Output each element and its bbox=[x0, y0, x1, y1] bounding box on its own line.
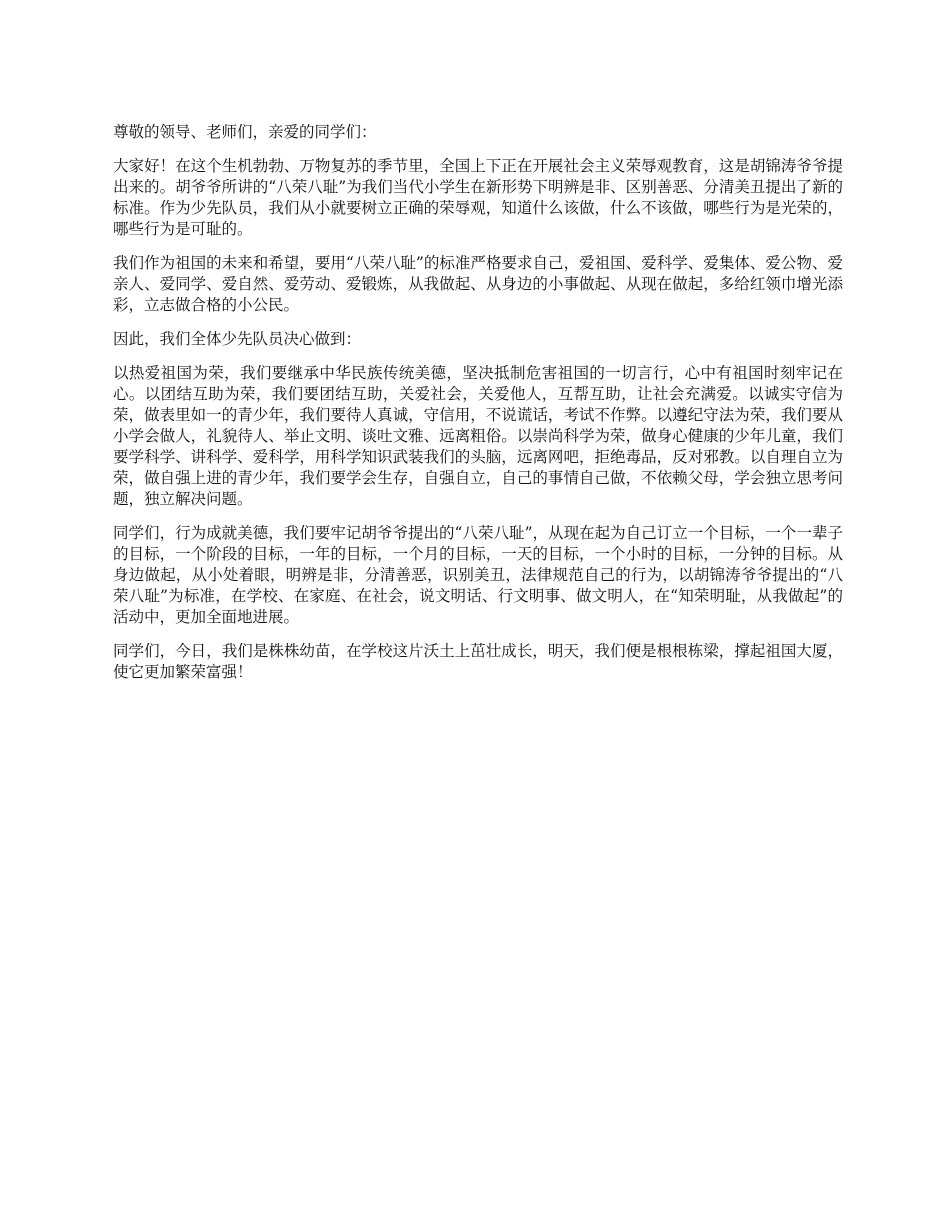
closing-paragraph: 同学们，今日，我们是株株幼苗，在学校这片沃土上茁壮成长，明天，我们便是根根栋梁，撑起祖国大厦，使它更加繁荣富强！ bbox=[113, 642, 843, 681]
paragraph: 大家好！在这个生机勃勃、万物复苏的季节里，全国上下正在开展社会主义荣辱观教育，这是胡锦涛爷爷提出来的。胡爷爷所讲的“八荣八耻”为我们当代小学生在新形势下明辨是非、区别善恶、分清美丑提出了新的标准。作为少先队员，我们从小就要树立正确的荣辱观，知道什么该做，什么不该做，哪些行为是光荣的，哪些行为是可耻的。 bbox=[113, 157, 843, 238]
document-body bbox=[113, 122, 843, 696]
salutation: 尊敬的领导、老师们，亲爱的同学们： bbox=[113, 123, 377, 141]
paragraph: 同学们，行为成就美德，我们要牢记胡爷爷提出的“八荣八耻”，从现在起为自己订立一个目标，一个一辈子的目标，一个阶段的目标，一年的目标，一个月的目标，一天的目标，一个小时的目标，一分钟的目标。从身边做起，从小处着眼，明辨是非，分清善恶，识别美丑，法律规范自己的行为，以胡锦涛爷爷提出的“八荣八耻”为标准，在学校、在家庭、在社会，说文明话、行文明事、做文明人，在“知荣明耻，从我做起”的活动中，更加全面地进展。 bbox=[113, 524, 843, 626]
paragraph: 以热爱祖国为荣，我们要继承中华民族传统美德，坚决抵制危害祖国的一切言行，心中有祖国时刻牢记在心。以团结互助为荣，我们要团结互助，关爱社会，关爱他人，互帮互助，让社会充满爱。以诚实守信为荣，做表里如一的青少年，我们要待人真诚，守信用，不说谎话，考试不作弊。以遵纪守法为荣，我们要从小学会做人，礼貌待人、举止文明、谈吐文雅、远离粗俗。以崇尚科学为荣，做身心健康的少年儿童，我们要学科学、讲科学、爱科学，用科学知识武装我们的头脑，远离网吧，拒绝毒品，反对邪教。以自理自立为荣，做自强上进的青少年，我们要学会生存，自强自立，自己的事情自己做，不依赖父母，学会独立思考问题，独立解决问题。 bbox=[113, 364, 843, 508]
paragraph: 因此，我们全体少先队员决心做到： bbox=[113, 330, 362, 348]
paragraph: 我们作为祖国的未来和希望，要用“八荣八耻”的标准严格要求自己，爱祖国、爱科学、爱集体、爱公物、爱亲人、爱同学、爱自然、爱劳动、爱锻炼，从我做起、从身边的小事做起、从现在做起，多给红领巾增光添彩，立志做合格的小公民。 bbox=[113, 254, 843, 314]
